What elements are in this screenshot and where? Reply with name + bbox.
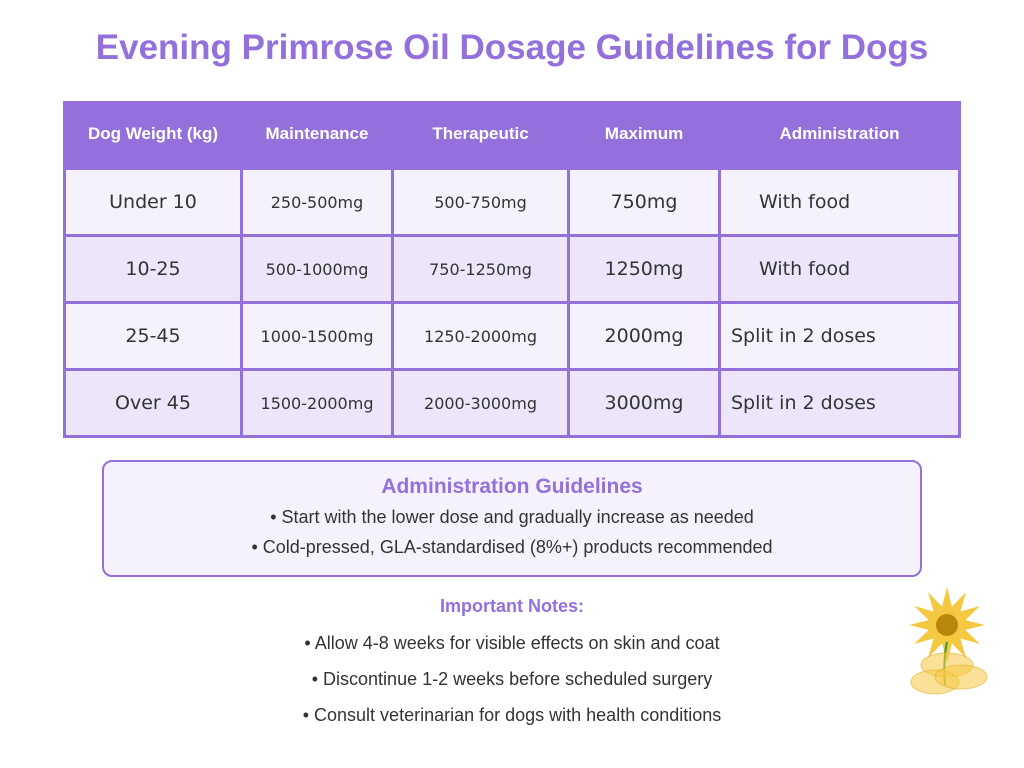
maintenance-cell: 250-500mg (242, 169, 393, 236)
administration-guidelines-box (102, 460, 922, 577)
maximum-cell: 1250mg (569, 236, 720, 303)
therapeutic-cell: 500-750mg (393, 169, 569, 236)
table-row (65, 236, 960, 303)
administration-cell: Split in 2 doses (720, 370, 960, 437)
primrose-flower-icon (905, 585, 995, 700)
weight-cell: Over 45 (65, 370, 242, 437)
table-row (65, 169, 960, 236)
administration-cell: With food (720, 169, 960, 236)
therapeutic-cell: 750-1250mg (393, 236, 569, 303)
important-notes (0, 596, 1024, 741)
note-item: • Discontinue 1-2 weeks before scheduled surgery (311, 669, 713, 689)
header-therapeutic: Therapeutic (432, 124, 529, 143)
header-maximum: Maximum (604, 124, 684, 143)
maintenance-cell: 1500-2000mg (242, 370, 393, 437)
table-row (65, 370, 960, 437)
maintenance-cell: 1000-1500mg (242, 303, 393, 370)
note-item: • Consult veterinarian for dogs with health conditions (302, 705, 722, 725)
guidelines-title: Administration Guidelines (381, 475, 643, 498)
weight-cell: 10-25 (65, 236, 242, 303)
dosage-table (63, 101, 961, 438)
table-row (65, 303, 960, 370)
maximum-cell: 750mg (569, 169, 720, 236)
note-item: • Allow 4-8 weeks for visible effects on skin and coat (304, 633, 720, 653)
maintenance-cell: 500-1000mg (242, 236, 393, 303)
table-header-row (65, 101, 960, 169)
administration-cell: Split in 2 doses (720, 303, 960, 370)
therapeutic-cell: 1250-2000mg (393, 303, 569, 370)
guideline-item: • Cold-pressed, GLA-standardised (8%+) products recommended (251, 537, 773, 557)
page-title: Evening Primrose Oil Dosage Guidelines for Dogs (95, 28, 929, 67)
notes-title: Important Notes: (440, 596, 584, 616)
weight-cell: Under 10 (65, 169, 242, 236)
header-weight: Dog Weight (kg) (88, 124, 218, 143)
administration-cell: With food (720, 236, 960, 303)
maximum-cell: 2000mg (569, 303, 720, 370)
header-maintenance: Maintenance (265, 124, 369, 143)
header-administration: Administration (779, 124, 900, 143)
weight-cell: 25-45 (65, 303, 242, 370)
maximum-cell: 3000mg (569, 370, 720, 437)
therapeutic-cell: 2000-3000mg (393, 370, 569, 437)
guideline-item: • Start with the lower dose and gradually increase as needed (270, 507, 754, 527)
